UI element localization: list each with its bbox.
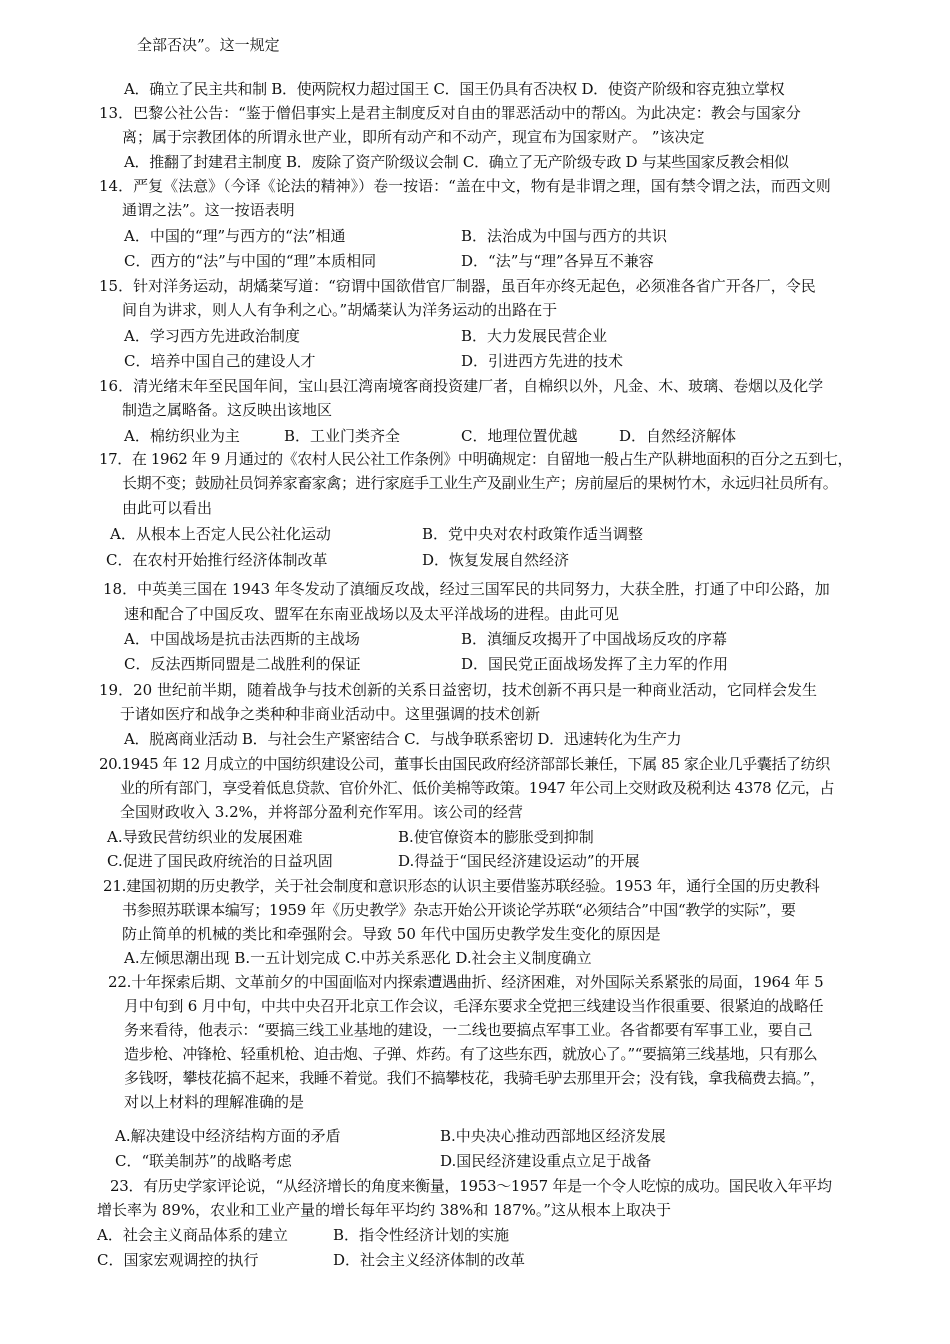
- q18-stem-line2: 速和配合了中国反攻、盟军在东南亚战场以及太平洋战场的进程。由此可见: [124, 605, 620, 623]
- q17-stem-line1: 17．在 1962 年 9 月通过的《农村人民公社工作条例》中明确规定：自留地一般占生产队耕地面积的百分之五到七，: [99, 450, 853, 468]
- q18-option-c: C．反法西斯同盟是二战胜利的保证: [124, 655, 361, 673]
- q14-option-d: D．“法”与“理”各异互不兼容: [461, 252, 654, 270]
- q21-stem-line3: 防止简单的机械的类比和牵强附会。导致 50 年代中国历史教学发生变化的原因是: [122, 925, 661, 943]
- q18-stem-line1: 18．中英美三国在 1943 年冬发动了滇缅反攻战，经过三国军民的共同努力，大获全胜，打通了中印公路，加: [103, 580, 830, 598]
- q15-option-d: D．引进西方先进的技术: [461, 352, 624, 370]
- q22-stem-line6: 对以上材料的理解准确的是: [124, 1093, 305, 1111]
- q18-option-a: A．中国战场是抗击法西斯的主战场: [124, 630, 360, 648]
- q22-stem-line4: 造步枪、冲锋枪、轻重机枪、迫击炮、子弹、炸药。有了这些东西，就放心了。”“要搞第三线基地，只有那么: [124, 1045, 818, 1063]
- q20-option-d: D.得益于“国民经济建设运动”的开展: [398, 852, 640, 870]
- q16-option-c: C．地理位置优越: [461, 427, 578, 445]
- q15-option-b: B．大力发展民营企业: [461, 327, 608, 345]
- q23-option-c: C．国家宏观调控的执行: [97, 1251, 259, 1269]
- q14-option-c: C．西方的“法”与中国的“理”本质相同: [124, 252, 377, 270]
- q20-option-c: C.促进了国民政府统治的日益巩固: [107, 852, 333, 870]
- q14-stem-line1: 14．严复《法意》（今译《论法的精神》）卷一按语：“盖在中文，物有是非谓之理，国有禁令谓之法，而西文则: [99, 177, 831, 195]
- q20-stem-line3: 全国财政收入 3.2%，并将部分盈利充作军用。该公司的经营: [120, 803, 523, 821]
- q16-stem-line2: 制造之属略备。这反映出该地区: [122, 401, 333, 419]
- q16-option-b: B．工业门类齐全: [284, 427, 401, 445]
- q19-options: A．脱离商业活动 B．与社会生产紧密结合 C．与战争联系密切 D．迅速转化为生产力: [124, 730, 682, 748]
- q22-stem-line5: 多钱呀，攀枝花搞不起来，我睡不着觉。我们不搞攀枝花，我骑毛驴去那里开会；没有钱，拿我稿费去搞。”，: [124, 1069, 825, 1087]
- q17-option-d: D．恢复发展自然经济: [422, 551, 570, 569]
- q19-stem-line1: 19．20 世纪前半期，随着战争与技术创新的关系日益密切，技术创新不再只是一种商业活动，它同样会发生: [99, 681, 817, 699]
- q23-stem-line1: 23．有历史学家评论说，“从经济增长的角度来衡量，1953～1957 年是一个令人吃惊的成功。国民收入年平均: [110, 1177, 832, 1195]
- q13-options: A．推翻了封建君主制度 B．废除了资产阶级议会制 C．确立了无产阶级专政 D 与某些国家反教会相似: [124, 153, 789, 171]
- q18-option-d: D．国民党正面战场发挥了主力军的作用: [461, 655, 729, 673]
- q15-stem-line1: 15．针对洋务运动，胡燏棻写道：“窃谓中国欲借官厂制器，虽百年亦终无起色，必须准各省广开各厂，令民: [99, 277, 816, 295]
- q17-option-c: C．在农村开始推行经济体制改革: [106, 551, 328, 569]
- q14-option-b: B．法治成为中国与西方的共识: [461, 227, 668, 245]
- q14-stem-line2: 通谓之法”。这一按语表明: [122, 201, 295, 219]
- q23-option-a: A．社会主义商品体系的建立: [97, 1226, 288, 1244]
- q13-stem-line1: 13．巴黎公社公告：“鉴于僧侣事实上是君主制度反对自由的罪恶活动中的帮凶。为此决定：教会与国家分: [99, 104, 801, 122]
- q22-option-d: D.国民经济建设重点立足于战备: [440, 1152, 652, 1170]
- q21-stem-line1: 21.建国初期的历史教学，关于社会制度和意识形态的认识主要借鉴苏联经验。1953 年，通行全国的历史教科: [103, 877, 820, 895]
- q17-stem-line2: 长期不变；鼓励社员饲养家畜家禽；进行家庭手工业生产及副业生产；房前屋后的果树竹木，永远归社员所有。: [122, 474, 838, 492]
- q16-option-d: D．自然经济解体: [619, 427, 737, 445]
- q17-option-b: B．党中央对农村政策作适当调整: [422, 525, 644, 543]
- q23-stem-line2: 增长率为 89%，农业和工业产量的增长每年平均约 38%和 187%。”这从根本上取决于: [97, 1201, 672, 1219]
- q15-option-c: C．培养中国自己的建设人才: [124, 352, 316, 370]
- q16-stem-line1: 16．清光绪末年至民国年间，宝山县江湾南境客商投资建厂者，自棉织以外，凡金、木、玻璃、卷烟以及化学: [99, 377, 824, 395]
- q14-option-a: A．中国的“理”与西方的“法”相通: [124, 227, 346, 245]
- q13-stem-line2: 离；属于宗教团体的所谓永世产业，即所有动产和不动产，现宣布为国家财产。 ”该决定: [122, 128, 705, 146]
- q22-stem-line3: 务来看待，他表示：“要搞三线工业基地的建设，一二线也要搞点军事工业。各省都要有军事工业，要自己: [124, 1021, 813, 1039]
- q22-stem-line2: 月中旬到 6 月中旬，中共中央召开北京工作会议，毛泽东要求全党把三线建设当作很重要、很紧迫的战略任: [124, 997, 824, 1015]
- q21-options: A.左倾思潮出现 B.一五计划完成 C.中苏关系恶化 D.社会主义制度确立: [124, 949, 592, 967]
- q23-option-d: D．社会主义经济体制的改革: [333, 1251, 526, 1269]
- q18-option-b: B．滇缅反攻揭开了中国战场反攻的序幕: [461, 630, 728, 648]
- q17-stem-line3: 由此可以看出: [122, 499, 213, 517]
- prev-question-stem: 全部否决”。这一规定: [137, 36, 280, 54]
- q20-stem-line1: 20.1945 年 12 月成立的中国纺织建设公司，董事长由国民政府经济部部长兼任，下属 85 家企业几乎囊括了纺织: [99, 755, 830, 773]
- q23-option-b: B．指令性经济计划的实施: [333, 1226, 510, 1244]
- q20-option-b: B.使官僚资本的膨胀受到抑制: [398, 828, 594, 846]
- q19-stem-line2: 于诸如医疗和战争之类种种非商业活动中。这里强调的技术创新: [120, 705, 541, 723]
- q15-stem-line2: 间自为讲求，则人人有争利之心。”胡燏棻认为洋务运动的出路在于: [122, 301, 558, 319]
- q16-option-a: A．棉纺织业为主: [124, 427, 240, 445]
- q22-option-a: A.解决建设中经济结构方面的矛盾: [115, 1127, 341, 1145]
- q20-option-a: A.导致民营纺织业的发展困难: [107, 828, 303, 846]
- q22-option-c: C．“联美制苏”的战略考虑: [115, 1152, 292, 1170]
- q22-option-b: B.中央决心推动西部地区经济发展: [440, 1127, 666, 1145]
- q17-option-a: A．从根本上否定人民公社化运动: [110, 525, 331, 543]
- prev-question-options: A．确立了民主共和制 B．使两院权力超过国王 C．国王仍具有否决权 D．使资产阶级和容克独立掌权: [124, 80, 785, 98]
- q22-stem-line1: 22.十年探索后期、文革前夕的中国面临对内探索遭遇曲折、经济困难，对外国际关系紧张的局面，1964 年 5: [108, 973, 824, 991]
- q15-option-a: A．学习西方先进政治制度: [124, 327, 300, 345]
- q20-stem-line2: 业的所有部门，享受着低息贷款、官价外汇、低价美棉等政策。1947 年公司上交财政及税利达 4378 亿元，占: [120, 779, 835, 797]
- q21-stem-line2: 书参照苏联课本编写；1959 年《历史教学》杂志开始公开谈论学苏联“必须结合”中国“教学的实际”，要: [122, 901, 796, 919]
